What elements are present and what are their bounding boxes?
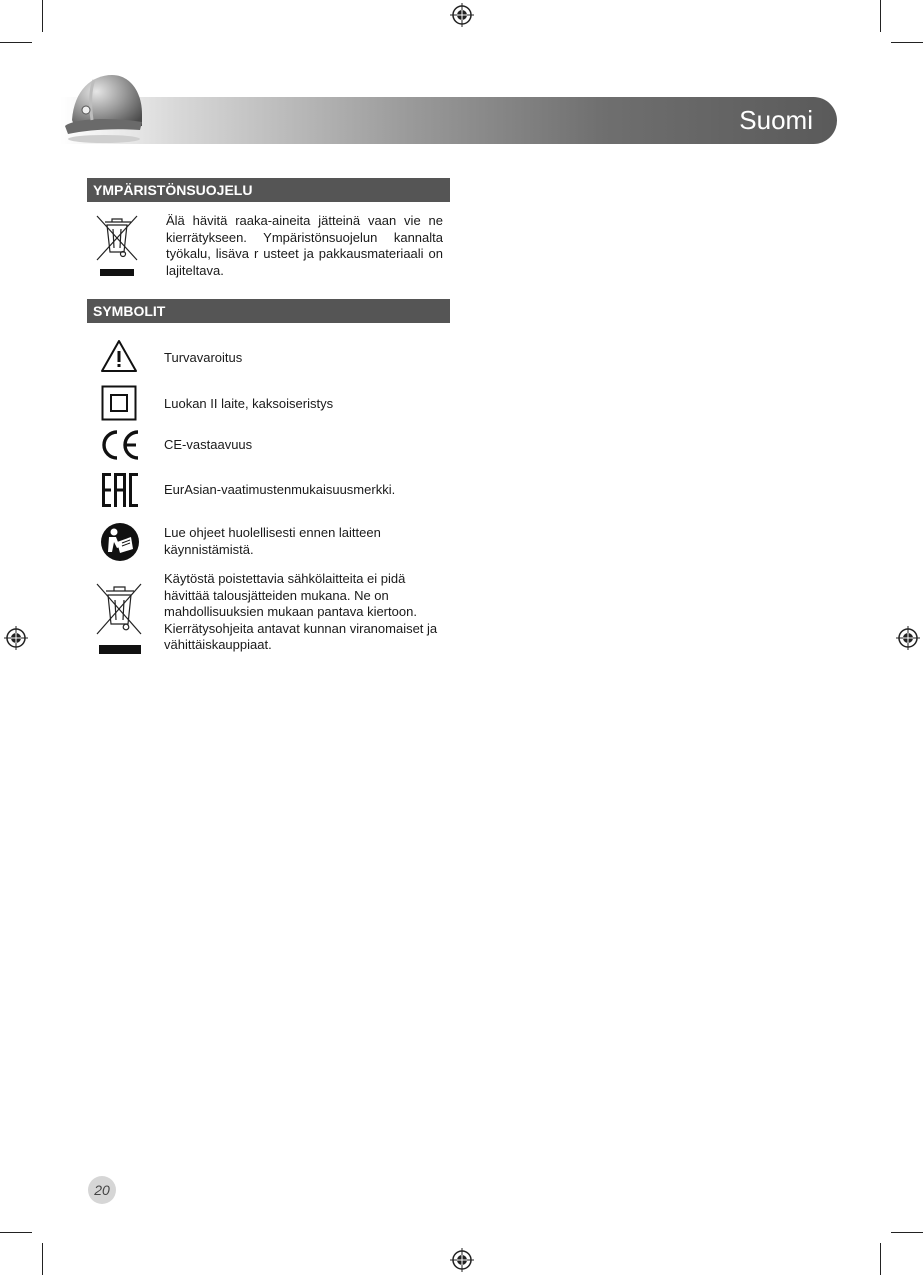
crop-mark (880, 0, 881, 32)
symbol-text-weee: Käytöstä poistettavia sähkölaitteita ei pidä hävittää talousjätteiden mukana. Ne on mahdollisuuksien mukaan pantava kiertoon. Kierrätysohjeita antavat kunnan viranomaiset ja vähittäiskauppiaat. (164, 571, 438, 652)
symbol-text-warning: Turvavaroitus (164, 350, 243, 365)
class-ii-double-square-icon (101, 385, 137, 421)
environment-heading: YMPÄRISTÖNSUOJELU (87, 178, 450, 202)
crop-mark (891, 1232, 923, 1233)
symbols-heading: SYMBOLIT (87, 299, 450, 323)
registration-mark-icon (896, 626, 920, 650)
helmet-icon (62, 70, 144, 146)
registration-mark-icon (450, 3, 474, 27)
header-banner (60, 97, 837, 144)
crop-mark (891, 42, 923, 43)
crop-mark (42, 0, 43, 32)
page-number: 20 (88, 1176, 116, 1204)
crop-mark (42, 1243, 43, 1275)
crop-mark (880, 1243, 881, 1275)
eac-mark-icon (101, 472, 139, 508)
crop-mark (0, 1232, 32, 1233)
crossed-bin-icon (94, 580, 144, 656)
crossed-bin-icon (94, 212, 140, 278)
language-title: Suomi (739, 105, 813, 135)
symbol-text-ce: CE-vastaavuus (164, 437, 253, 452)
crop-mark (0, 42, 32, 43)
environment-text: Älä hävitä raaka-aineita jätteinä vaan vie ne kierrätykseen. Ympäristönsuojelun kannalta työkalu, lisäva r usteet ja pakkausmateriaali on lajiteltava. (166, 213, 443, 278)
symbol-text-read-manual: Lue ohjeet huolellisesti ennen laitteen käynnistämistä. (164, 525, 381, 557)
symbol-text-class-ii: Luokan II laite, kaksoiseristys (164, 396, 334, 411)
read-manual-icon (100, 522, 140, 562)
registration-mark-icon (450, 1248, 474, 1272)
registration-mark-icon (4, 626, 28, 650)
ce-mark-icon (98, 428, 142, 462)
warning-triangle-icon (100, 339, 138, 373)
symbol-text-eac: EurAsian-vaatimustenmukaisuusmerkki. (164, 482, 396, 497)
